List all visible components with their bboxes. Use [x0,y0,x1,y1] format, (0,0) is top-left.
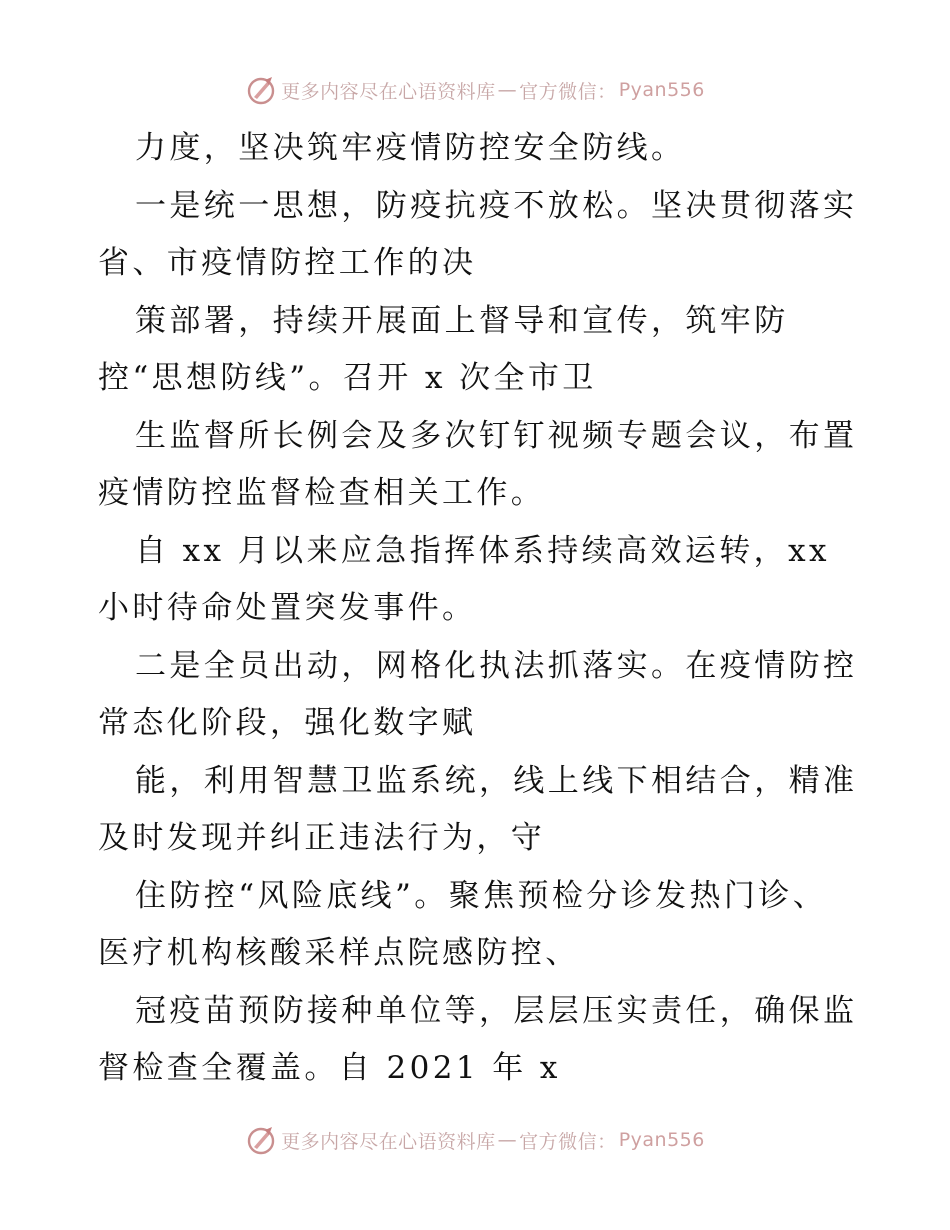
watermark-wechat-label: 官方微信： [519,80,617,103]
text-line: 及时发现并纠正违法行为，守 [98,820,546,856]
text-line: 常态化阶段，强化数字赋 [98,705,477,741]
text-line: 医疗机构核酸采样点院感防控、 [98,935,580,971]
text-line: 能，利用智慧卫监系统，线上线下相结合，精准 [135,763,858,799]
watermark-separator: — [497,1129,518,1151]
text-line: 策部署，持续开展面上督导和宣传，筑牢防 [135,303,789,339]
watermark-separator: — [497,79,518,101]
watermark-site-text: 更多内容尽在心语资料库 [281,80,496,103]
text-line: 力度，坚决筑牢疫情防控安全防线。 [135,130,686,166]
watermark-site-text: 更多内容尽在心语资料库 [281,1130,496,1153]
watermark-wechat-label: 官方微信： [519,1130,617,1153]
text-line: 二是全员出动，网格化执法抓落实。在疫情防控 [135,648,858,684]
text-line: 督检查全覆盖。自 2021 年 x [98,1050,561,1086]
text-line: 一是统一思想，防疫抗疫不放松。坚决贯彻落实 [135,188,858,224]
text-line: 疫情防控监督检查相关工作。 [98,475,546,511]
text-line: 小时待命处置突发事件。 [98,590,477,626]
footer-watermark [0,1120,950,1160]
watermark-wechat-id: Pyan556 [618,79,705,101]
text-line: 控“思想防线”。召开 x 次全市卫 [98,360,597,396]
text-line: 自 xx 月以来应急指挥体系持续高效运转，xx [135,533,830,569]
watermark-wechat-id: Pyan556 [618,1129,705,1151]
quill-circle-icon [245,1124,277,1156]
text-line: 住防控“风险底线”。聚焦预检分诊发热门诊、 [135,878,828,914]
text-line: 冠疫苗预防接种单位等，层层压实责任，确保监 [135,993,858,1029]
text-line: 省、市疫情防控工作的决 [98,245,477,281]
text-line: 生监督所长例会及多次钉钉视频专题会议，布置 [135,418,858,454]
